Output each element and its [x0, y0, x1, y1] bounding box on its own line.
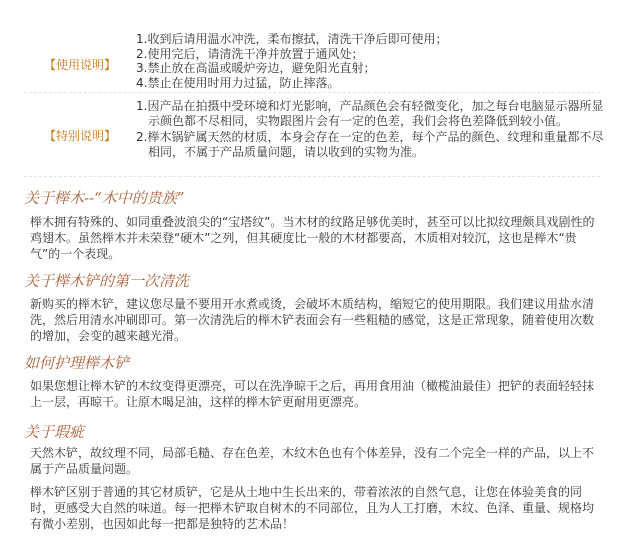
- section-paragraph: 榉木拥有特殊的、如同重叠波浪尖的“宝塔纹”。当木材的纹路足够优美时，甚至可以比拟纹理颇具戏剧性的鸡翅木。虽然榉木并未荣登“硬木”之列，但其硬度比一般的木材都要高，木质相对较沉，这也是榉木“贵气”的一个表现。: [30, 215, 595, 261]
- section-paragraph: 榉木铲区别于普通的其它材质铲，它是从土地中生长出来的，带着浓浓的自然气息，让您在体验美食的同时，更感受大自然的味道。每一把榉木铲取自树木的不同部位，且为人工打磨，木纹、色泽、重量、规格均有微小差别，也因如此每一把都是独特的艺术品！: [30, 485, 595, 531]
- usage-item: 4.禁止在使用时用力过猛，防止摔落。: [136, 75, 340, 90]
- section-paragraph: 新购买的榉木铲，建议您尽量不要用开水煮或烫，会破坏木质结构，缩短它的使用期限。我们建议用盐水清洗，然后用清水冲刷即可。第一次清洗后的榉木铲表面会有一些粗糙的感觉，这是正常现象，随着使用次数的增加，会变的越来越光滑。: [30, 297, 595, 343]
- usage-tag: 【使用说明】: [44, 58, 117, 72]
- section-paragraph: 天然木铲，故纹理不同，局部毛糙、存在色差，木纹木色也有个体差异，没有二个完全一样的产品，以上不属于产品质量问题。: [30, 446, 595, 476]
- notice-item: 1.因产品在拍摄中受环境和灯光影响，产品颜色会有轻微变化，加之每台电脑显示器所显示颜色都不尽相同，实物跟图片会有一定的色差，我们会将色差降低到较小值。: [136, 99, 604, 128]
- usage-item: 1.收到后请用温水冲洗，柔布擦拭，清洗干净后即可使用；: [136, 32, 448, 46]
- notice-item: 2.榉木锅铲属天然的材质，本身会存在一定的色差，每个产品的颜色、纹理和重量都不尽相同，不属于产品质量问题，请以收到的实物为准。: [136, 130, 604, 159]
- section-title: 如何护理榉木铲: [24, 354, 130, 372]
- section-title: 关于瑕疵: [24, 423, 85, 441]
- notice-list: [136, 99, 606, 159]
- usage-list: [136, 32, 606, 90]
- notice-tag: 【特别说明】: [44, 129, 117, 143]
- divider: [24, 92, 600, 93]
- section-title: 关于榉木--“木中的贵族”: [24, 189, 185, 207]
- section-title: 关于榉木铲的第一次清洗: [24, 272, 190, 290]
- divider: [24, 176, 600, 177]
- section-paragraph: 如果您想让榉木铲的木纹变得更漂亮，可以在洗净晾干之后，再用食用油（橄榄油最佳）把铲的表面轻轻抹上一层，再晾干。让原木喝足油，这样的榉木铲更耐用更漂亮。: [30, 379, 595, 409]
- usage-item: 2.使用完后，请清洗干净并放置于通风处；: [136, 46, 364, 61]
- usage-item: 3.禁止放在高温或暖炉旁边，避免阳光直射；: [136, 61, 376, 75]
